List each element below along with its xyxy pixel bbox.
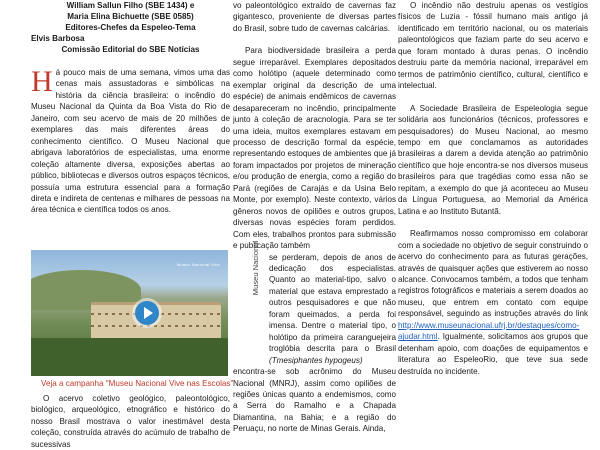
species-name: (Tmesiphantes hypogeus) [269, 355, 363, 365]
paragraph: vo paleontológico extraído de cavernas faz gigantesco, proveniente de diversas partes do Brasil, sobre tudo de cavernas calcárias. [233, 1, 396, 33]
museum-video-thumbnail[interactable] [31, 250, 228, 376]
paragraph: O incêndio não destruiu apenas os vestígios físicos de Luzia - fóssil humano mais antigo já identificado em território nacional, ou os materiais paleontológicos que faziam parte do seu acervo e que foram montado à duras penas. O incêndio destruiu parte da memória nacional, irreparável em termos de patrimônio científico, cultural, científico e intelectual. [398, 1, 588, 91]
column-left [31, 0, 230, 216]
column-left-bottom [31, 393, 230, 450]
author-line: Maria Elina Bichuette (SBE 0585) [67, 12, 194, 21]
intro-paragraph-text: á pouco mais de uma semana, vimos uma das cenas mais assustadoras e simbólicas na história da ciência brasileira: o incêndio do Museu Nacional da Quinta da Boa Vista do Rio de Janeiro, com seu acervo de mais de 20 milhões de exemplares das mais diferentes áreas do conhecimento científico. O Museu Nacional que abrigava laboratórios de especialistas, uma enorme coleção altamente diversa, exposições abertas ao público, bibliotecas e diversos outros espaços técnicos, possuía uma estrutura essencial para a formação direta e indireta de centenas e milhares de pessoas na área técnica e científica todos os anos. [31, 68, 230, 215]
author-role: Editores-Chefes da Espeleo-Tema [65, 23, 196, 32]
paragraph: O acervo coletivo geológico, paleontológico, biológico, arqueológico, etnográfico e histórico do nosso Brasil mostrava o valor inestimável desta coleção, construída através do acúmulo de trabalho de sucessivas [31, 394, 230, 449]
drop-cap: H [31, 65, 53, 98]
vertical-photo-credit: Museu Nacional [251, 240, 260, 296]
column-right [398, 0, 588, 377]
paragraph-text: . Igualmente, solicitamos aos grupos que detenham apoio, com doações de equipamentos e literatura ao EspeleoRio, que teve sua sede destruída no incidente. [398, 332, 588, 376]
paragraph [269, 252, 396, 367]
intro-paragraph [31, 67, 230, 216]
video-logo: Museu Nacional Vive [176, 262, 220, 267]
author-role: Comissão Editorial do SBE Notícias [61, 45, 200, 54]
paragraph: Para biodiversidade brasileira a perda segue irreparável. Exemplares depositados como holótipo (aquele determinado como exemplar original da descrição de uma espécie) de animais endêmicos de cavernas desapareceram no incêndio, principalmente junto à coleção de aracnologia. Para se ter uma ideia, muitos exemplares estavam em processo de descrição formal da espécie, representando estoques de ambientes que já foram impactados por projetos de mineração e/ou produção de energia, como a região do Pará (regiões de Carajás e da Usina Belo Monte, por exemplo). Neste contexto, vários gêneros novos de opiliões e outros grupos, diversas novas espécies foram perdidos. Com eles, trabalhos prontos para submissão e publicação também [233, 46, 396, 251]
paragraph: A Sociedade Brasileira de Espeleologia segue solidária aos funcionários (técnicos, professores e pesquisadores) do Museu Nacional, ao mesmo tempo em que conclamamos as autoridades brasileiras a darem a devida atenção ao patrimônio científico que hoje encontra-se nos diversos museus brasileiros para que tragédias como essa não se repitam, a exemplo do que já aconteceu ao Museu da Língua Portuguesa, ao Memorial da América Latina e ao Instituto Butantã. [398, 103, 588, 216]
paragraph-text: Reafirmamos nosso compromisso em colaborar com a sociedade no objetivo de seguir construindo o acervo do conhecimento para as futuras gerações, através de quaisquer ações que estiverem ao nosso alcance. Convocamos também, a todos que tenham registros fotográficos e materiais a serem doados ao museu, que entrem em contato com equipe responsável, seguindo as instruções através do link [398, 229, 588, 319]
photo-caption-link[interactable]: Veja a campanha "Museu Nacional Vive nas Escolas" [41, 379, 234, 388]
author-line: Elvis Barbosa [31, 34, 85, 43]
paragraph [398, 228, 588, 377]
paragraph: encontra-se sob acrônimo do Museu Nacional (MNRJ), assim como opiliões de regiões únicas quanto a endemismos, como a Serra do Ramalho e a Chapada Diamantina, na Bahia; e a região do Peruaçu, no norte de Minas Gerais. Ainda, [233, 367, 396, 434]
paragraph-text: se perderam, depois de anos de dedicação dos especialistas. Quanto ao material-tipo, salvo o material que estava emprestado a outros pesquisadores e que não foram queimados, a perda foi imensa. Dentre o material tipo, o holótipo da primeira caranguejeira troglóbia descrita para o Brasil [269, 252, 396, 354]
garden-illustration [31, 338, 228, 376]
author-line: William Sallun Filho (SBE 1434) e [66, 1, 195, 10]
play-icon[interactable] [135, 301, 159, 325]
donation-link[interactable]: http://www.museunacional.ufrj.br/destaques/como-ajudar.html [398, 320, 580, 342]
